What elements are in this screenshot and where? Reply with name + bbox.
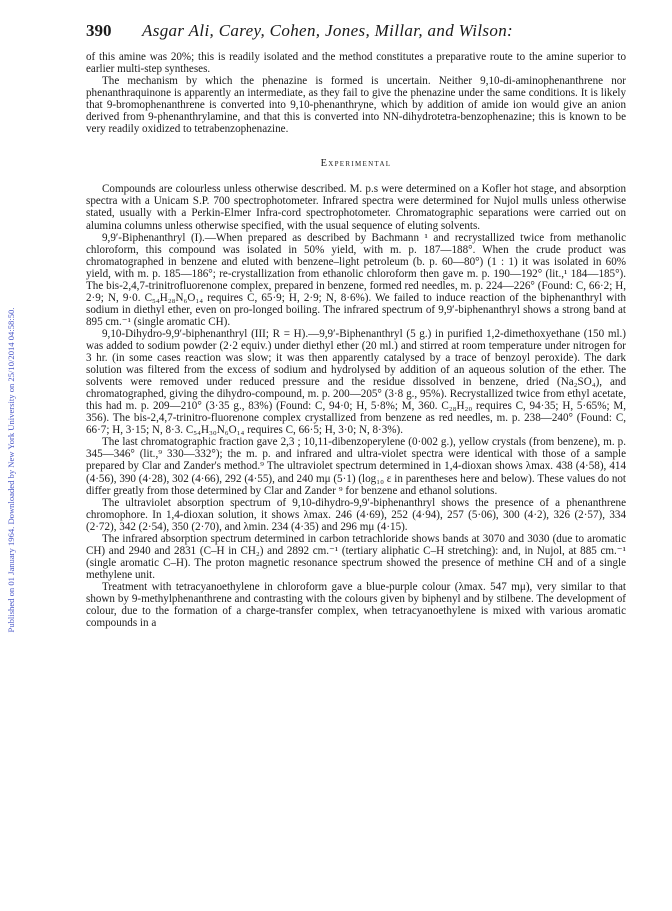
paragraph-biphenanthryl: 9,9′-Biphenanthryl (I).—When prepared as described by Bachmann ¹ and recrystallized twice from methanolic chloroform, this compound was isolated in 50% yield, with m. p. 187—188°. When the crude product was chromatographed in benzene and eluted with benzene–light petroleum (b. p. 60—80°) (1 : 1) it was isolated in 60% yield, with m. p. 185—186°; re-crystallization from ethanolic chloroform then gave m. p. 190—192° (lit.,¹ 184—185°). The bis-2,4,7-trinitrofluorenone complex, prepared in benzene, formed red needles, m. p. 224—226° (Found: C, 66·2; H, 2·9; N, 9·0. C₅₄H₂₈N₆O₁₄ requires C, 65·9; H, 2·9; N, 8·6%). We failed to induce reaction of the biphenanthryl with sodium in diethyl ether, even on pro-longed boiling. The infrared spectrum of 9,9′-biphenanthryl shows a strong band at 895 cm.⁻¹ (single aromatic CH).: [86, 231, 626, 328]
paragraph-intro: of this amine was 20%; this is readily isolated and the method constitutes a preparative route to the amine superior to earlier multi-step syntheses.: [86, 51, 626, 76]
page-number: 390: [86, 21, 112, 40]
running-header: [86, 21, 626, 43]
paragraph-general: Compounds are colourless unless otherwise described. M. p.s were determined on a Kofler hot stage, and absorption spectra with a Unicam S.P. 700 spectrophotometer. Infrared spectra were determined for Nujol mulls unless otherwise stated, usually with a Perkin-Elmer Infra-cord spectrophotometer. Chromatographic separations were carried out on alumina columns unless otherwise specified, with the usual sequence of eluting solvents.: [86, 183, 626, 232]
download-watermark-text[interactable]: Published on 01 January 1964. Downloaded by New York University on 25/10/2014 04:58:50.: [6, 307, 16, 633]
running-authors: Asgar Ali, Carey, Cohen, Jones, Millar, and Wilson:: [142, 21, 514, 40]
paragraph-mechanism: The mechanism by which the phenazine is formed is uncertain. Neither 9,10-di-aminophenanthrene nor phenanthraquinone is apparently an intermediate, as they fail to give the phenazine under the same conditions. It is likely that 9-bromophenanthrene is converted into 9,10-phenanthryne, which by addition of amide ion would give an anion derived from 9-phenanthrylamine, and that this is converted into NN-dihydrotetra-benzophenazine; this is known to be very readily oxidized to tetrabenzophenazine.: [86, 75, 626, 136]
paragraph-uv: The ultraviolet absorption spectrum of 9,10-dihydro-9,9′-biphenanthryl shows the presence of a phenanthrene chromophore. In 1,4-dioxan solution, it shows λmax. 246 (4·69), 252 (4·94), 257 (5·06), 300 (4·2), 326 (2·57), 334 (2·72), 342 (2·54), 350 (2·70), and λmin. 234 (4·35) and 296 mμ (4·15).: [86, 496, 626, 533]
paragraph-tcne: Treatment with tetracyanoethylene in chloroform gave a blue-purple colour (λmax. 547 mμ), very similar to that shown by 9-methylphenanthrene and contrasting with the colours given by biphenyl and by stilbene. The development of colour, due to the formation of a charge-transfer complex, when tetracyanoethylene is mixed with various aromatic compounds in a: [86, 580, 626, 630]
download-watermark: [6, 150, 20, 790]
paragraph-ir: The infrared absorption spectrum determined in carbon tetrachloride shows bands at 3070 and 3030 (due to aromatic CH) and 2940 and 2831 (C–H in CH₂) and 2892 cm.⁻¹ (tertiary aliphatic C–H stretching): and, in Nujol, at 885 cm.⁻¹ (single aromatic C–H). The proton magnetic resonance spectrum showed the presence of methine CH and of a single methylene unit.: [86, 532, 626, 581]
section-heading: Experimental: [320, 158, 392, 170]
paragraph-dihydro: 9,10-Dihydro-9,9′-biphenanthryl (III; R = H).—9,9′-Biphenanthryl (5 g.) in purified 1,2-dimethoxyethane (150 ml.) was added to sodium powder (2·2 equiv.) under diethyl ether (20 ml.) and stirred at room temperature under nitrogen for 3 hr. (in some cases reaction was slow; it was then apparently catalysed by a trace of benzoyl peroxide). The dark solution was filtered from the excess of sodium and hydrolysed by addition of an aqueous solution of the ether. The solvents were removed under reduced pressure and the residue dissolved in benzene, dried (Na₂SO₄), and chromatographed, giving the dihydro-compound, m. p. 200—205° (3·8 g., 95%). Recrystallized twice from ethyl acetate, this had m. p. 209—210° (3·35 g., 83%) (Found: C, 94·0; H, 5·8%; M, 360. C₂₈H₂₀ requires C, 94·35; H, 5·65%; M, 356). The bis-2,4,7-trinitro-fluorenone complex crystallized from benzene as red needles, m. p. 238—240° (Found: C, 66·7; H, 3·15; N, 8·3. C₅₄H₃₀N₆O₁₄ requires C, 66·5; H, 3·0; N, 8·3%).: [86, 327, 626, 437]
article-body: [86, 51, 626, 629]
paragraph-last-fraction: The last chromatographic fraction gave 2,3 ; 10,11-dibenzoperylene (0·002 g.), yellow crystals (from benzene), m. p. 345—346° (lit.,⁹ 330—332°); the m. p. and infrared and ultra-violet spectra were identical with those of a sample prepared by Clar and Zander's method.⁹ The ultraviolet spectrum determined in 1,4-dioxan shows λmax. 438 (4·58), 414 (4·56), 390 (4·28), 302 (4·66), 292 (4·55), and 240 mμ (5·1) (log₁₀ ε in parentheses here and below). These values do not differ greatly from those determined by Clar and Zander ⁹ for benzene and ethanol solutions.: [86, 436, 626, 497]
